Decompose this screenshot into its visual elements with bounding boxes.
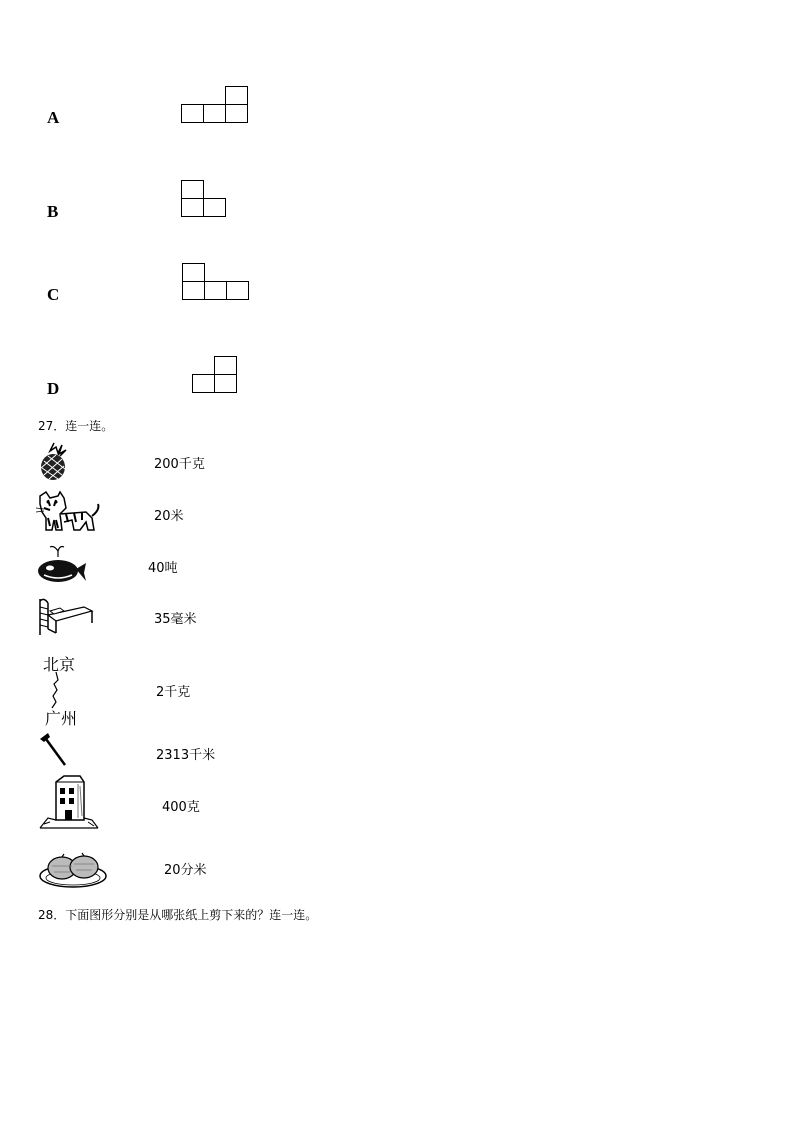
pineapple-icon xyxy=(36,441,72,481)
question-27-prompt: 27．连一连。 xyxy=(38,419,114,433)
fruit-plate-icon xyxy=(38,848,108,890)
tiger-icon xyxy=(36,490,102,532)
value-label-7: 400克 xyxy=(162,800,200,815)
nail-icon xyxy=(38,733,68,767)
bed-icon xyxy=(36,593,94,637)
option-a-letter: A xyxy=(47,108,60,127)
option-c-letter: C xyxy=(47,285,60,304)
value-label-4: 35毫米 xyxy=(154,612,197,627)
option-d-grid xyxy=(191,356,241,396)
value-label-8: 20分米 xyxy=(164,863,207,878)
option-b-letter: B xyxy=(47,202,59,221)
question-28-prompt: 28．下面图形分别是从哪张纸上剪下来的？连一连。 xyxy=(38,908,318,922)
map-label-beijing: 北京 xyxy=(43,655,76,674)
map-label-guangzhou: 广州 xyxy=(45,709,78,728)
building-icon xyxy=(38,774,100,832)
map-route-icon xyxy=(40,652,90,726)
option-d-letter: D xyxy=(47,379,60,398)
option-a-grid xyxy=(180,86,250,126)
option-b-grid xyxy=(180,180,230,220)
value-label-6: 2313千米 xyxy=(156,748,216,763)
value-label-1: 200千克 xyxy=(154,457,205,472)
value-label-2: 20米 xyxy=(154,509,184,524)
value-label-3: 40吨 xyxy=(148,561,178,576)
value-label-5: 2千克 xyxy=(156,685,191,700)
option-c-grid xyxy=(181,263,251,303)
whale-icon xyxy=(36,543,88,585)
